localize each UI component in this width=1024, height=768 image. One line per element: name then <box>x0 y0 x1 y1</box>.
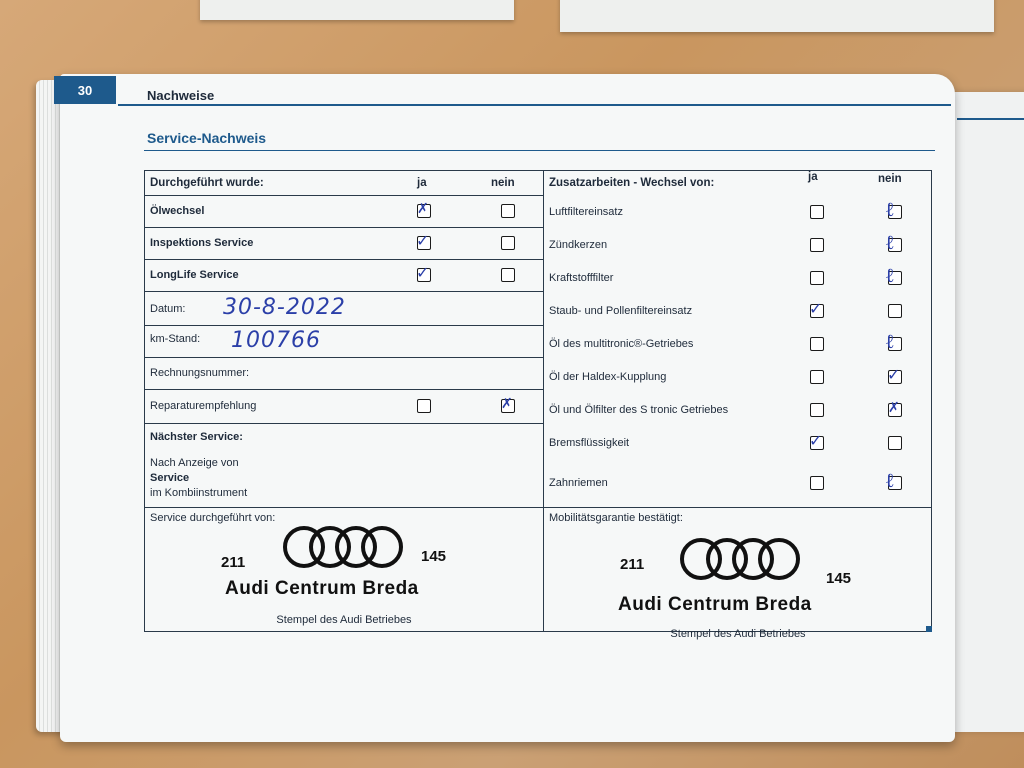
checkbox-no[interactable] <box>888 238 902 252</box>
next-service-label: Nächster Service: <box>150 431 243 443</box>
datum-value[interactable]: 30-8-2022 <box>223 295 346 320</box>
row-label: Zündkerzen <box>549 238 608 251</box>
row-inspektion <box>145 227 543 260</box>
audi-rings-logo <box>283 526 399 568</box>
row-km-stand <box>145 325 543 358</box>
checkbox-yes[interactable] <box>810 436 824 450</box>
checkbox-no[interactable] <box>888 205 902 219</box>
col-yes-label: ja <box>417 177 427 189</box>
row-oelwechsel <box>145 195 543 228</box>
checkbox-yes[interactable] <box>417 204 431 218</box>
next-service-line2: Service <box>150 472 190 484</box>
row-longlife <box>145 259 543 292</box>
row-label: LongLife Service <box>150 269 239 281</box>
row-label: Staub- und Pollenfiltereinsatz <box>549 304 693 317</box>
row-label: Öl und Ölfilter des S tronic Getriebes <box>549 403 729 416</box>
stamp-dealer-number-right: 145 <box>421 548 447 565</box>
checkbox-no[interactable] <box>888 337 902 351</box>
next-service-line3: im Kombiinstrument <box>150 487 248 499</box>
service-record-form <box>144 170 932 640</box>
stamp-dealer-name: Audi Centrum Breda <box>225 578 419 599</box>
datum-label: Datum: <box>150 303 186 315</box>
service-booklet-page <box>60 74 955 742</box>
checkbox-no[interactable] <box>888 370 902 384</box>
row-label: Ölwechsel <box>150 205 205 217</box>
km-label: km-Stand: <box>150 333 201 345</box>
section-rule <box>144 150 935 151</box>
row-reparatur <box>145 389 543 424</box>
performed-header-row <box>145 171 543 196</box>
stamp-dealer-name: Audi Centrum Breda <box>618 594 812 615</box>
page-marker <box>926 626 932 632</box>
rechnung-label: Rechnungsnummer: <box>150 367 250 379</box>
checkbox-no[interactable] <box>501 204 515 218</box>
checkbox-no[interactable] <box>501 399 515 413</box>
page-number: 30 <box>54 76 116 104</box>
checkbox-no[interactable] <box>888 304 902 318</box>
next-page-edge <box>950 92 1024 732</box>
checkbox-yes[interactable] <box>810 271 824 285</box>
next-service-line1: Nach Anzeige von <box>150 457 239 469</box>
row-datum <box>145 291 543 326</box>
row-label: Kraftstofffilter <box>549 271 614 284</box>
checkbox-yes[interactable] <box>417 268 431 282</box>
mobility-stamp-cell <box>543 508 932 640</box>
checkbox-yes[interactable] <box>810 476 824 490</box>
checkbox-yes[interactable] <box>810 370 824 384</box>
checkbox-yes[interactable] <box>417 236 431 250</box>
additional-work-section <box>543 171 932 507</box>
checkbox-yes[interactable] <box>810 238 824 252</box>
stamp-footer: Stempel des Audi Betriebes <box>670 628 806 640</box>
reparatur-label: Reparaturempfehlung <box>150 400 257 412</box>
checkbox-no[interactable] <box>888 476 902 490</box>
additional-heading: Zusatzarbeiten - Wechsel von: <box>549 177 715 189</box>
checkbox-yes[interactable] <box>810 304 824 318</box>
background-paper-right <box>560 0 994 32</box>
row-label: Öl der Haldex-Kupplung <box>549 370 667 383</box>
row-label: Öl des multitronic®-Getriebes <box>549 337 694 350</box>
checkbox-yes[interactable] <box>810 205 824 219</box>
performed-heading: Durchgeführt wurde: <box>150 177 264 189</box>
km-value[interactable]: 100766 <box>231 328 321 353</box>
checkbox-no[interactable] <box>501 236 515 250</box>
stamp-dealer-number-left: 211 <box>221 554 246 571</box>
service-stamp-cell <box>145 508 543 632</box>
background-paper-left <box>200 0 514 20</box>
row-multitronic <box>544 327 932 360</box>
service-stamp-caption: Service durchgeführt von: <box>150 512 276 524</box>
section-title: Service-Nachweis <box>147 130 267 146</box>
row-label: Zahnriemen <box>549 477 608 489</box>
row-s-tronic <box>544 393 932 426</box>
row-luftfilter <box>544 195 932 228</box>
mobility-stamp-caption: Mobilitätsgarantie bestätigt: <box>549 512 683 524</box>
col-yes-label: ja <box>808 171 818 183</box>
col-no-label: nein <box>491 177 515 189</box>
checkbox-no[interactable] <box>501 268 515 282</box>
checkbox-no[interactable] <box>888 436 902 450</box>
row-label: Luftfiltereinsatz <box>549 205 623 218</box>
col-no-label: nein <box>878 173 902 185</box>
checkbox-yes[interactable] <box>810 403 824 417</box>
checkbox-no[interactable] <box>888 271 902 285</box>
row-kraftstofffilter <box>544 261 932 294</box>
row-rechnung <box>145 357 543 390</box>
additional-header-row <box>544 171 932 195</box>
stamp-footer: Stempel des Audi Betriebes <box>276 614 412 626</box>
checkbox-no[interactable] <box>888 403 902 417</box>
row-zuendkerzen <box>544 228 932 261</box>
chapter-title: Nachweise <box>147 88 215 103</box>
row-haldex <box>544 360 932 393</box>
row-bremsfluessigkeit <box>544 426 932 459</box>
row-zahnriemen <box>544 459 932 507</box>
stamp-dealer-number-right: 145 <box>826 570 852 587</box>
stamp-section <box>145 507 931 640</box>
audi-rings-logo <box>680 538 796 580</box>
row-label: Bremsflüssigkeit <box>549 436 630 449</box>
checkbox-yes[interactable] <box>810 337 824 351</box>
row-pollenfilter <box>544 294 932 327</box>
stamp-dealer-number-left: 211 <box>620 556 645 573</box>
header-rule <box>118 104 951 106</box>
checkbox-yes[interactable] <box>417 399 431 413</box>
performed-section <box>145 171 543 507</box>
row-label: Inspektions Service <box>150 237 254 249</box>
row-next-service <box>145 423 543 507</box>
